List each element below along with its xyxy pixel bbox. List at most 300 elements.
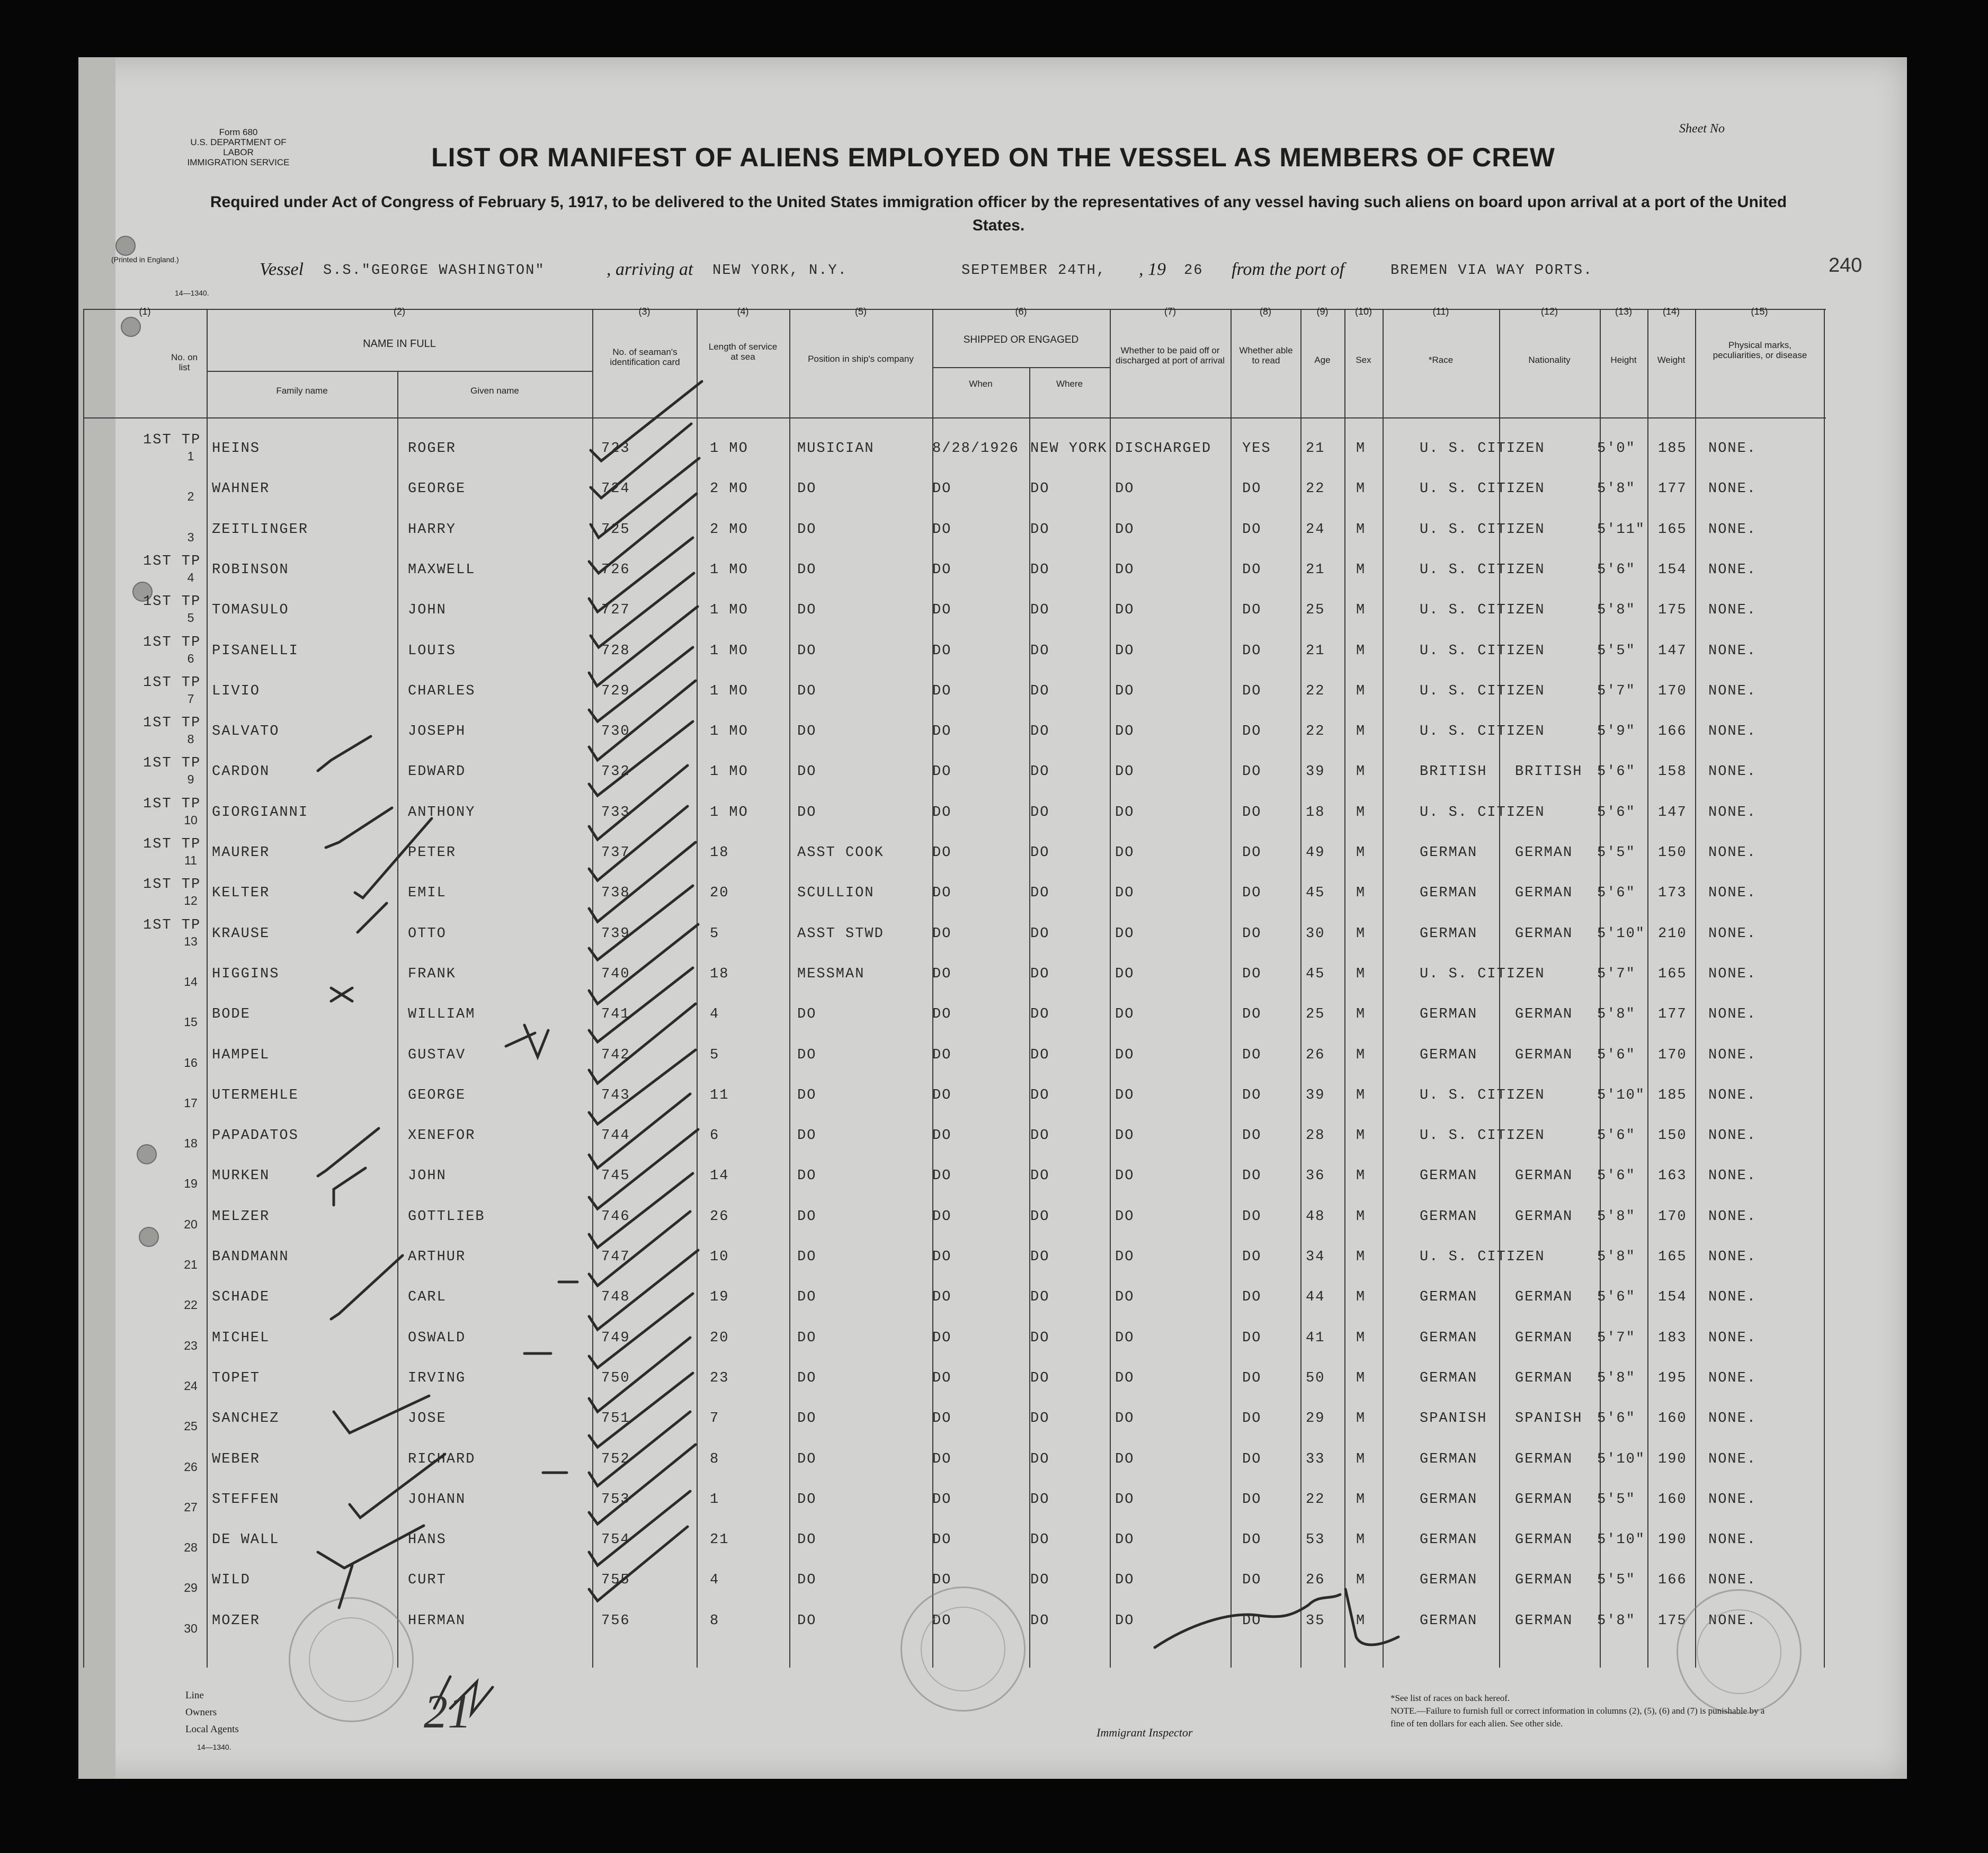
where-cell: DO xyxy=(1030,521,1050,538)
paid-off-cell: DO xyxy=(1115,562,1135,578)
family-name-cell: TOMASULO xyxy=(212,602,289,619)
id-card-cell: 733 xyxy=(601,804,630,821)
where-cell: DO xyxy=(1030,562,1050,578)
length-cell: 1 MO xyxy=(710,643,748,659)
position-cell: DO xyxy=(797,562,817,578)
where-cell: DO xyxy=(1030,1128,1050,1144)
race-cell: GERMAN xyxy=(1420,1289,1478,1306)
sex-cell: M xyxy=(1356,1006,1366,1023)
row-number: 23 xyxy=(184,1338,198,1352)
height-cell: 5'7" xyxy=(1597,966,1636,982)
row-tp-note: 1ST TP xyxy=(143,917,201,933)
when-cell: DO xyxy=(932,1411,952,1427)
sex-cell: M xyxy=(1356,1168,1366,1184)
row-number: 29 xyxy=(184,1581,198,1595)
where-cell: DO xyxy=(1030,1087,1050,1103)
race-cell: U. S. CITIZEN xyxy=(1420,966,1545,982)
given-name-cell: HARRY xyxy=(408,521,457,538)
arriving-label: , arriving at xyxy=(607,260,693,279)
race-cell: GERMAN xyxy=(1420,1572,1478,1589)
where-cell: DO xyxy=(1030,1047,1050,1063)
row-number: 17 xyxy=(184,1095,198,1110)
weight-cell: 190 xyxy=(1658,1451,1687,1467)
given-name-cell: EDWARD xyxy=(408,764,466,780)
row-number: 6 xyxy=(187,651,194,665)
length-cell: 10 xyxy=(710,1249,729,1265)
line-label: Line xyxy=(185,1690,204,1701)
weight-cell: 210 xyxy=(1658,925,1687,942)
sex-cell: M xyxy=(1356,1128,1366,1144)
header-sex: Sex xyxy=(1356,355,1371,365)
given-name-cell: LOUIS xyxy=(408,643,457,659)
id-card-cell: 747 xyxy=(601,1249,630,1265)
row-tp-note: 1ST TP xyxy=(143,432,201,448)
row-number: 18 xyxy=(184,1136,198,1151)
family-name-cell: GIORGIANNI xyxy=(212,804,309,821)
family-name-cell: HIGGINS xyxy=(212,966,280,982)
id-card-cell: 728 xyxy=(601,643,630,659)
when-cell: DO xyxy=(932,1249,952,1265)
age-cell: 48 xyxy=(1306,1208,1325,1225)
row-number: 27 xyxy=(184,1500,198,1514)
position-cell: DO xyxy=(797,1613,817,1629)
page-subtitle: Required under Act of Congress of February 5, 1917, to be delivered to the United States immigration officer by the representatives of any vessel having such aliens on board upon arrival at a port of the United States. xyxy=(210,193,1787,234)
marks-cell: NONE. xyxy=(1708,1087,1757,1103)
id-card-cell: 753 xyxy=(601,1491,630,1508)
where-cell: DO xyxy=(1030,683,1050,699)
row-number: 20 xyxy=(184,1217,198,1231)
able-read-cell: DO xyxy=(1242,1451,1262,1467)
marks-cell: NONE. xyxy=(1708,1411,1757,1427)
age-cell: 29 xyxy=(1306,1411,1325,1427)
height-cell: 5'11" xyxy=(1597,521,1646,538)
height-cell: 5'10" xyxy=(1597,1451,1646,1467)
when-cell: DO xyxy=(932,1491,952,1508)
able-read-cell: DO xyxy=(1242,1289,1262,1306)
paid-off-cell: DO xyxy=(1115,885,1135,902)
id-card-cell: 738 xyxy=(601,885,630,902)
position-cell: DO xyxy=(797,1330,817,1346)
id-card-cell: 748 xyxy=(601,1289,630,1306)
length-cell: 20 xyxy=(710,885,729,902)
marks-cell: NONE. xyxy=(1708,1168,1757,1184)
nationality-cell: GERMAN xyxy=(1515,845,1573,861)
position-cell: DO xyxy=(797,1047,817,1063)
given-name-cell: WILLIAM xyxy=(408,1006,476,1023)
nationality-cell: BRITISH xyxy=(1515,764,1583,780)
marks-cell: NONE. xyxy=(1708,602,1757,619)
age-cell: 21 xyxy=(1306,562,1325,578)
nationality-cell: GERMAN xyxy=(1515,1330,1573,1346)
able-read-cell: DO xyxy=(1242,1613,1262,1629)
id-card-cell: 737 xyxy=(601,845,630,861)
paid-off-cell: DO xyxy=(1115,1491,1135,1508)
able-read-cell: DO xyxy=(1242,885,1262,902)
row-tp-note: 1ST TP xyxy=(143,836,201,852)
position-cell: DO xyxy=(797,1249,817,1265)
age-cell: 22 xyxy=(1306,724,1325,740)
col-number: (10) xyxy=(1354,306,1372,317)
race-cell: U. S. CITIZEN xyxy=(1420,602,1545,619)
department-line: U.S. DEPARTMENT OF LABOR xyxy=(190,137,287,157)
id-card-cell: 724 xyxy=(601,481,630,497)
paid-off-cell: DO xyxy=(1115,1087,1135,1103)
when-cell: DO xyxy=(932,764,952,780)
row-number: 5 xyxy=(187,611,194,625)
when-cell: DO xyxy=(932,683,952,699)
weight-cell: 150 xyxy=(1658,1128,1687,1144)
position-cell: DO xyxy=(797,1370,817,1386)
row-number: 19 xyxy=(184,1177,198,1191)
row-number: 22 xyxy=(184,1298,198,1312)
sex-cell: M xyxy=(1356,683,1366,699)
age-cell: 49 xyxy=(1306,845,1325,861)
family-name-cell: ROBINSON xyxy=(212,562,289,578)
marks-cell: NONE. xyxy=(1708,1330,1757,1346)
height-cell: 5'8" xyxy=(1597,1249,1636,1265)
marks-cell: NONE. xyxy=(1708,521,1757,538)
nationality-cell: GERMAN xyxy=(1515,1532,1573,1548)
where-cell: DO xyxy=(1030,481,1050,497)
age-cell: 39 xyxy=(1306,764,1325,780)
sex-cell: M xyxy=(1356,1047,1366,1063)
where-cell: DO xyxy=(1030,845,1050,861)
paid-off-cell: DO xyxy=(1115,1289,1135,1306)
id-card-cell: 745 xyxy=(601,1168,630,1184)
id-card-cell: 746 xyxy=(601,1208,630,1225)
where-cell: DO xyxy=(1030,643,1050,659)
able-read-cell: DO xyxy=(1242,1168,1262,1184)
family-name-cell: KRAUSE xyxy=(212,925,270,942)
race-cell: GERMAN xyxy=(1420,925,1478,942)
paid-off-cell: DO xyxy=(1115,724,1135,740)
paid-off-cell: DO xyxy=(1115,1208,1135,1225)
year-prefix: , 19 xyxy=(1139,260,1166,279)
age-cell: 21 xyxy=(1306,643,1325,659)
footnote-penalty: NOTE.—Failure to furnish full or correct information in columns (2), (5), (6) and (7) is punishable by a fine of ten dollars for each alien. See other side. xyxy=(1390,1706,1765,1729)
id-card-cell: 744 xyxy=(601,1128,630,1144)
age-cell: 24 xyxy=(1306,521,1325,538)
paid-off-cell: DO xyxy=(1115,521,1135,538)
position-cell: DO xyxy=(797,1532,817,1548)
sex-cell: M xyxy=(1356,845,1366,861)
given-name-cell: JOHANN xyxy=(408,1491,466,1508)
marks-cell: NONE. xyxy=(1708,966,1757,982)
sex-cell: M xyxy=(1356,1411,1366,1427)
race-cell: U. S. CITIZEN xyxy=(1420,804,1545,821)
position-cell: ASST STWD xyxy=(797,925,884,942)
when-cell: DO xyxy=(932,1289,952,1306)
length-cell: 18 xyxy=(710,845,729,861)
where-cell: DO xyxy=(1030,804,1050,821)
family-name-cell: HEINS xyxy=(212,441,261,457)
given-name-cell: JOSEPH xyxy=(408,724,466,740)
sheet-number: 240 xyxy=(1829,254,1862,277)
position-cell: DO xyxy=(797,1006,817,1023)
given-name-cell: JOHN xyxy=(408,602,447,619)
position-cell: MUSICIAN xyxy=(797,441,875,457)
able-read-cell: DO xyxy=(1242,1128,1262,1144)
when-cell: DO xyxy=(932,1370,952,1386)
given-name-cell: CURT xyxy=(408,1572,447,1589)
row-number: 4 xyxy=(187,570,194,584)
form-code: 14—1340. xyxy=(175,289,209,297)
id-card-cell: 755 xyxy=(601,1572,630,1589)
age-cell: 28 xyxy=(1306,1128,1325,1144)
age-cell: 36 xyxy=(1306,1168,1325,1184)
length-cell: 26 xyxy=(710,1208,729,1225)
position-cell: DO xyxy=(797,683,817,699)
paid-off-cell: DO xyxy=(1115,1532,1135,1548)
able-read-cell: YES xyxy=(1242,441,1271,457)
id-card-cell: 729 xyxy=(601,683,630,699)
when-cell: DO xyxy=(932,966,952,982)
family-name-cell: SANCHEZ xyxy=(212,1411,280,1427)
header-name-in-full: NAME IN FULL xyxy=(363,338,436,350)
length-cell: 2 MO xyxy=(710,481,748,497)
position-cell: DO xyxy=(797,602,817,619)
row-number: 7 xyxy=(187,691,194,706)
header-weight: Weight xyxy=(1657,355,1686,365)
family-name-cell: SALVATO xyxy=(212,724,280,740)
able-read-cell: DO xyxy=(1242,1006,1262,1023)
nationality-cell: GERMAN xyxy=(1515,1208,1573,1225)
weight-cell: 183 xyxy=(1658,1330,1687,1346)
when-cell: DO xyxy=(932,925,952,942)
race-cell: U. S. CITIZEN xyxy=(1420,481,1545,497)
weight-cell: 147 xyxy=(1658,804,1687,821)
length-cell: 1 MO xyxy=(710,764,748,780)
col-number: (5) xyxy=(855,306,867,317)
family-name-cell: STEFFEN xyxy=(212,1491,280,1508)
weight-cell: 147 xyxy=(1658,643,1687,659)
row-number: 30 xyxy=(184,1621,198,1635)
paid-off-cell: DO xyxy=(1115,925,1135,942)
header-family-name: Family name xyxy=(276,386,328,396)
when-cell: DO xyxy=(932,521,952,538)
family-name-cell: KELTER xyxy=(212,885,270,902)
when-cell: DO xyxy=(932,1087,952,1103)
height-cell: 5'8" xyxy=(1597,602,1636,619)
position-cell: ASST COOK xyxy=(797,845,884,861)
race-cell: GERMAN xyxy=(1420,1532,1478,1548)
able-read-cell: DO xyxy=(1242,1572,1262,1589)
when-cell: DO xyxy=(932,481,952,497)
weight-cell: 154 xyxy=(1658,562,1687,578)
when-cell: DO xyxy=(932,845,952,861)
given-name-cell: ARTHUR xyxy=(408,1249,466,1265)
footnote-races: *See list of races on back hereof. xyxy=(1390,1693,1510,1703)
weight-cell: 154 xyxy=(1658,1289,1687,1306)
marks-cell: NONE. xyxy=(1708,804,1757,821)
when-cell: DO xyxy=(932,1168,952,1184)
height-cell: 5'6" xyxy=(1597,885,1636,902)
paid-off-cell: DO xyxy=(1115,845,1135,861)
weight-cell: 190 xyxy=(1658,1532,1687,1548)
able-read-cell: DO xyxy=(1242,966,1262,982)
given-name-cell: EMIL xyxy=(408,885,447,902)
height-cell: 5'6" xyxy=(1597,804,1636,821)
able-read-cell: DO xyxy=(1242,1249,1262,1265)
when-cell: 8/28/1926 xyxy=(932,441,1019,457)
weight-cell: 177 xyxy=(1658,481,1687,497)
length-cell: 23 xyxy=(710,1370,729,1386)
given-name-cell: ANTHONY xyxy=(408,804,476,821)
age-cell: 35 xyxy=(1306,1613,1325,1629)
from-label: from the port of xyxy=(1232,260,1345,279)
height-cell: 5'7" xyxy=(1597,1330,1636,1346)
when-cell: DO xyxy=(932,602,952,619)
paid-off-cell: DO xyxy=(1115,602,1135,619)
sex-cell: M xyxy=(1356,724,1366,740)
family-name-cell: WEBER xyxy=(212,1451,261,1467)
sex-cell: M xyxy=(1356,1370,1366,1386)
height-cell: 5'5" xyxy=(1597,1491,1636,1508)
height-cell: 5'10" xyxy=(1597,1087,1646,1103)
row-tp-note: 1ST TP xyxy=(143,674,201,691)
col-number: (15) xyxy=(1751,306,1768,317)
row-number: 10 xyxy=(184,813,198,827)
age-cell: 26 xyxy=(1306,1572,1325,1589)
age-cell: 25 xyxy=(1306,602,1325,619)
race-cell: GERMAN xyxy=(1420,1330,1478,1346)
length-cell: 1 MO xyxy=(710,562,748,578)
nationality-cell: GERMAN xyxy=(1515,1572,1573,1589)
where-cell: DO xyxy=(1030,1168,1050,1184)
when-cell: DO xyxy=(932,885,952,902)
col-number: (6) xyxy=(1015,306,1027,317)
position-cell: DO xyxy=(797,1491,817,1508)
when-cell: DO xyxy=(932,1047,952,1063)
header-no-on-list: No. on list xyxy=(171,352,198,372)
position-cell: DO xyxy=(797,724,817,740)
nationality-cell: GERMAN xyxy=(1515,1168,1573,1184)
id-card-cell: 732 xyxy=(601,764,630,780)
weight-cell: 150 xyxy=(1658,845,1687,861)
sex-cell: M xyxy=(1356,1451,1366,1467)
marks-cell: NONE. xyxy=(1708,1006,1757,1023)
where-cell: DO xyxy=(1030,1249,1050,1265)
where-cell: DO xyxy=(1030,1491,1050,1508)
weight-cell: 158 xyxy=(1658,764,1687,780)
arrival-date: SEPTEMBER 24TH, xyxy=(961,263,1107,279)
row-tp-note: 1ST TP xyxy=(143,796,201,812)
race-cell: SPANISH xyxy=(1420,1411,1487,1427)
height-cell: 5'5" xyxy=(1597,643,1636,659)
header-able-to-read: Whether able to read xyxy=(1239,345,1293,366)
height-cell: 5'6" xyxy=(1597,1168,1636,1184)
age-cell: 30 xyxy=(1306,925,1325,942)
weight-cell: 170 xyxy=(1658,1047,1687,1063)
id-card-cell: 742 xyxy=(601,1047,630,1063)
nationality-cell: GERMAN xyxy=(1515,1289,1573,1306)
marks-cell: NONE. xyxy=(1708,683,1757,699)
weight-cell: 185 xyxy=(1658,1087,1687,1103)
age-cell: 25 xyxy=(1306,1006,1325,1023)
col-number: (12) xyxy=(1540,306,1558,317)
family-name-cell: LIVIO xyxy=(212,683,261,699)
able-read-cell: DO xyxy=(1242,764,1262,780)
height-cell: 5'5" xyxy=(1597,845,1636,861)
given-name-cell: GOTTLIEB xyxy=(408,1208,485,1225)
when-cell: DO xyxy=(932,643,952,659)
id-card-cell: 749 xyxy=(601,1330,630,1346)
family-name-cell: MELZER xyxy=(212,1208,270,1225)
when-cell: DO xyxy=(932,1532,952,1548)
race-cell: U. S. CITIZEN xyxy=(1420,1087,1545,1103)
weight-cell: 160 xyxy=(1658,1411,1687,1427)
height-cell: 5'6" xyxy=(1597,562,1636,578)
weight-cell: 165 xyxy=(1658,1249,1687,1265)
length-cell: 14 xyxy=(710,1168,729,1184)
length-cell: 1 MO xyxy=(710,602,748,619)
header-height: Height xyxy=(1610,355,1637,365)
id-card-cell: 756 xyxy=(601,1613,630,1629)
position-cell: DO xyxy=(797,643,817,659)
id-card-cell: 754 xyxy=(601,1532,630,1548)
id-card-cell: 723 xyxy=(601,441,630,457)
length-cell: 1 MO xyxy=(710,441,748,457)
weight-cell: 166 xyxy=(1658,724,1687,740)
given-name-cell: JOHN xyxy=(408,1168,447,1184)
row-number: 13 xyxy=(184,934,198,948)
header-age: Age xyxy=(1314,355,1331,365)
given-name-cell: JOSE xyxy=(408,1411,447,1427)
id-card-cell: 726 xyxy=(601,562,630,578)
given-name-cell: OSWALD xyxy=(408,1330,466,1346)
departure-port: BREMEN VIA WAY PORTS. xyxy=(1390,263,1593,279)
able-read-cell: DO xyxy=(1242,683,1262,699)
paid-off-cell: DISCHARGED xyxy=(1115,441,1212,457)
when-cell: DO xyxy=(932,1572,952,1589)
race-cell: GERMAN xyxy=(1420,1208,1478,1225)
row-number: 24 xyxy=(184,1378,198,1393)
length-cell: 4 xyxy=(710,1572,720,1589)
weight-cell: 165 xyxy=(1658,966,1687,982)
given-name-cell: GEORGE xyxy=(408,481,466,497)
height-cell: 5'10" xyxy=(1597,1532,1646,1548)
length-cell: 4 xyxy=(710,1006,720,1023)
able-read-cell: DO xyxy=(1242,724,1262,740)
paid-off-cell: DO xyxy=(1115,1006,1135,1023)
header-position: Position in ship's company xyxy=(808,354,914,364)
row-number: 14 xyxy=(184,974,198,988)
given-name-cell: FRANK xyxy=(408,966,457,982)
col-number: (13) xyxy=(1615,306,1632,317)
where-cell: DO xyxy=(1030,1289,1050,1306)
paid-off-cell: DO xyxy=(1115,1613,1135,1629)
able-read-cell: DO xyxy=(1242,1047,1262,1063)
id-card-cell: 739 xyxy=(601,925,630,942)
nationality-cell: GERMAN xyxy=(1515,1613,1573,1629)
paid-off-cell: DO xyxy=(1115,683,1135,699)
age-cell: 44 xyxy=(1306,1289,1325,1306)
id-card-cell: 740 xyxy=(601,966,630,982)
family-name-cell: DE WALL xyxy=(212,1532,280,1548)
position-cell: DO xyxy=(797,1451,817,1467)
able-read-cell: DO xyxy=(1242,845,1262,861)
family-name-cell: CARDON xyxy=(212,764,270,780)
length-cell: 8 xyxy=(710,1613,720,1629)
id-card-cell: 727 xyxy=(601,602,630,619)
sex-cell: M xyxy=(1356,1532,1366,1548)
able-read-cell: DO xyxy=(1242,1330,1262,1346)
col-number: (14) xyxy=(1662,306,1680,317)
form-line: Form 680 xyxy=(219,127,258,137)
length-cell: 21 xyxy=(710,1532,729,1548)
when-cell: DO xyxy=(932,804,952,821)
position-cell: MESSMAN xyxy=(797,966,865,982)
